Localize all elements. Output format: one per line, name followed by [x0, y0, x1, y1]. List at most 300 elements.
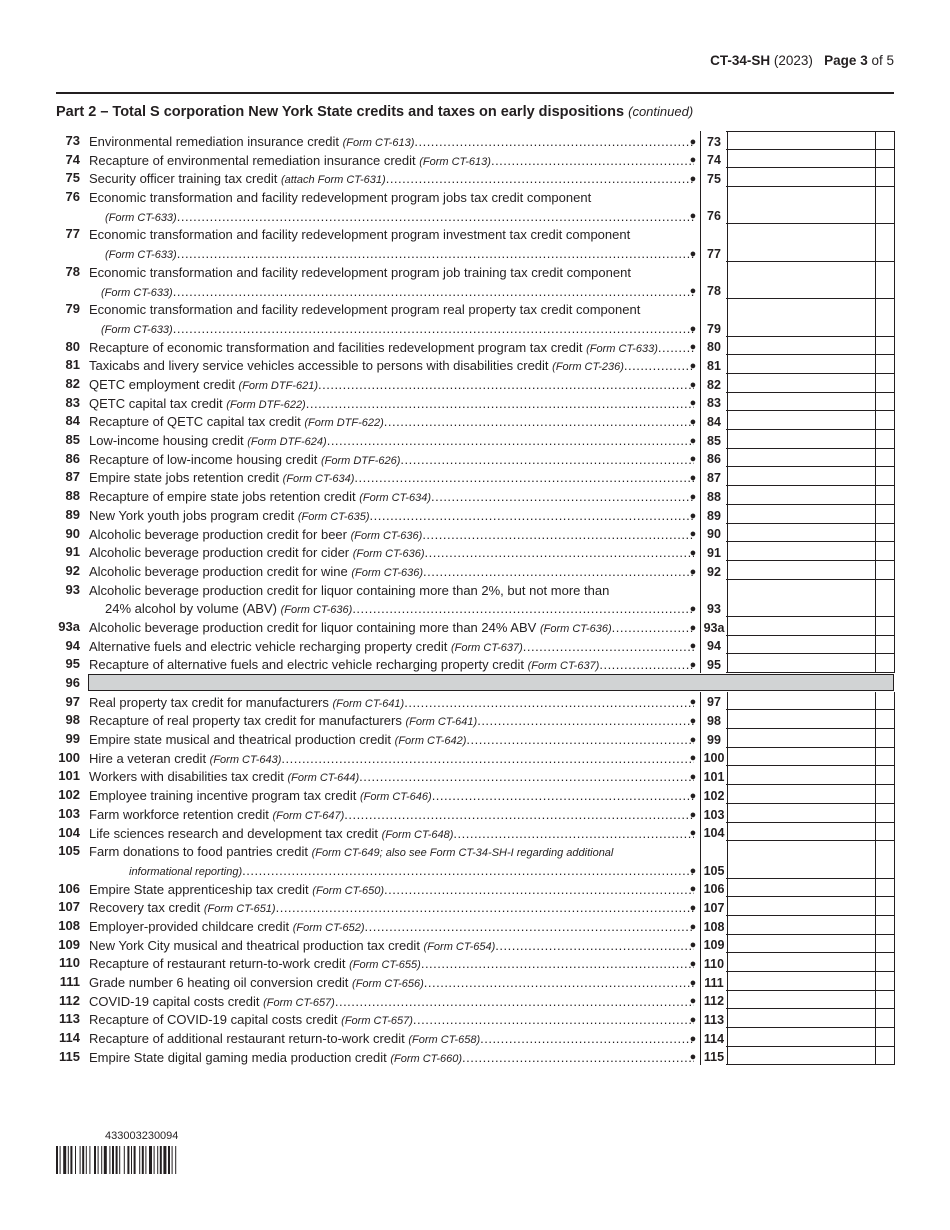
cents-field[interactable]: [875, 935, 895, 954]
amount-field[interactable]: [726, 187, 876, 224]
line-box-number: 115: [700, 1047, 728, 1066]
line-text: Real property tax credit for manufacturers: [89, 694, 333, 710]
line-box-number: 78: [700, 262, 728, 299]
amount-field[interactable]: [726, 935, 876, 954]
line-row: [0, 935, 950, 954]
cents-field[interactable]: [875, 542, 895, 561]
form-reference: (Form CT-637): [527, 660, 600, 673]
amount-field[interactable]: [726, 524, 876, 543]
line-text: Life sciences research and development tax credit: [89, 825, 382, 841]
line-number: 106: [58, 880, 80, 896]
line-text: QETC employment credit: [89, 377, 239, 392]
line-box-number: 73: [700, 131, 728, 150]
line-text: New York youth jobs program credit: [89, 507, 298, 523]
form-reference: (Form DTF-622): [304, 417, 384, 430]
bullet-icon: ●: [689, 640, 697, 653]
amount-field[interactable]: [726, 804, 876, 823]
amount-field[interactable]: [726, 542, 876, 561]
line-text: Economic transformation and facility redevelopment program investment tax credit component: [89, 227, 631, 243]
cents-field[interactable]: [875, 505, 895, 524]
line-box-number: 88: [700, 486, 728, 505]
cents-field[interactable]: [875, 1009, 895, 1028]
bullet-icon: ●: [689, 173, 697, 186]
bullet-icon: ●: [689, 135, 697, 148]
line-text: Alcoholic beverage production credit for wine: [89, 563, 352, 579]
line-row: [0, 766, 950, 785]
form-reference: (Form CT-651): [203, 903, 276, 916]
line-number: 95: [65, 656, 80, 672]
amount-field[interactable]: [726, 561, 876, 580]
line-row: [0, 617, 950, 636]
cents-field[interactable]: [875, 972, 895, 991]
bullet-icon: ●: [689, 602, 697, 615]
cents-field[interactable]: [875, 785, 895, 804]
bullet-icon: ●: [689, 827, 697, 840]
line-number: 105: [58, 843, 80, 859]
line-box-number: 114: [700, 1028, 728, 1047]
line-box-number: 79: [700, 299, 728, 336]
form-reference: (Form CT-641): [405, 716, 478, 729]
line-description: [89, 301, 694, 338]
amount-field[interactable]: [726, 879, 876, 898]
cents-field[interactable]: [875, 823, 895, 842]
cents-field[interactable]: [875, 1028, 895, 1047]
line-text: Alcoholic beverage production credit for cider: [89, 545, 353, 561]
amount-field[interactable]: [726, 1009, 876, 1028]
cents-field[interactable]: [875, 430, 895, 449]
line-number: 107: [58, 899, 80, 915]
page-label: Page 3: [824, 53, 868, 68]
line-number: 82: [65, 376, 80, 391]
bullet-icon: ●: [689, 901, 697, 914]
line-box-number: 76: [700, 187, 728, 224]
line-number: 94: [65, 637, 80, 653]
cents-field[interactable]: [875, 337, 895, 356]
bullet-icon: ●: [689, 715, 697, 728]
line-text: Recapture of low-income housing credit: [89, 451, 321, 467]
line-row: [0, 916, 950, 935]
line-row: [0, 355, 950, 374]
line-number: 102: [58, 787, 80, 803]
bullet-icon: ●: [689, 509, 697, 522]
amount-field[interactable]: [726, 355, 876, 374]
bullet-icon: ●: [689, 1014, 697, 1027]
amount-field[interactable]: [726, 1028, 876, 1047]
cents-field[interactable]: [875, 1047, 895, 1066]
line-text: Employer-provided childcare credit: [89, 918, 293, 934]
form-reference: (Form CT-641): [332, 697, 405, 710]
amount-field[interactable]: [726, 991, 876, 1010]
line-box-number: 90: [700, 524, 728, 543]
page-header: [710, 53, 894, 68]
line-text: Alcoholic beverage production credit for liquor containing more than 2%, but not more than: [89, 582, 610, 598]
amount-field[interactable]: [726, 580, 876, 617]
line-row: [0, 729, 950, 748]
line-row: [0, 972, 950, 991]
line-row: [0, 262, 950, 299]
cents-field[interactable]: [875, 897, 895, 916]
line-text: Recapture of empire state jobs retention credit: [89, 489, 360, 505]
form-reference: (Form CT-636): [352, 548, 425, 561]
bullet-icon: ●: [689, 976, 697, 989]
cents-field[interactable]: [875, 393, 895, 412]
bullet-icon: ●: [689, 285, 697, 298]
form-reference: (Form DTF-626): [320, 454, 401, 467]
cents-field[interactable]: [875, 991, 895, 1010]
line-row: [0, 374, 950, 393]
amount-field[interactable]: [726, 486, 876, 505]
bullet-icon: ●: [689, 378, 697, 391]
line-number: 109: [58, 936, 80, 952]
line-row: [0, 654, 950, 673]
amount-field[interactable]: [726, 505, 876, 524]
form-reference: (Form CT-633): [586, 342, 658, 355]
cents-field[interactable]: [875, 561, 895, 580]
form-reference: (Form CT-643): [209, 753, 282, 766]
line-row: [0, 710, 950, 729]
form-reference: (attach Form CT-631): [280, 174, 386, 187]
amount-field[interactable]: [726, 654, 876, 673]
line-description: [89, 226, 694, 263]
form-reference: (Form CT-658): [408, 1034, 481, 1047]
amount-field[interactable]: [726, 766, 876, 785]
line-text: Recapture of QETC capital tax credit: [89, 414, 305, 430]
line-box-number: 106: [700, 879, 728, 898]
line-row: [0, 131, 950, 150]
cents-field[interactable]: [875, 766, 895, 785]
line-number: 73: [65, 133, 80, 148]
line-row: [0, 1028, 950, 1047]
line-box-number: 112: [700, 991, 728, 1010]
form-reference: (Form DTF-624): [247, 436, 327, 449]
cents-field[interactable]: [875, 262, 895, 299]
bullet-icon: ●: [689, 247, 697, 260]
amount-field[interactable]: [726, 729, 876, 748]
line-description: [89, 264, 694, 301]
amount-field[interactable]: [726, 262, 876, 299]
line-row: [0, 636, 950, 655]
line-row: [0, 505, 950, 524]
cents-field[interactable]: [875, 411, 895, 430]
cents-field[interactable]: [875, 524, 895, 543]
bullet-icon: ●: [689, 472, 697, 485]
amount-field[interactable]: [726, 131, 876, 150]
line-number: 115: [59, 1048, 80, 1064]
form-year: (2023): [773, 53, 813, 68]
form-reference: (Form CT-650): [312, 884, 384, 897]
line-text: Recapture of additional restaurant return-to-work credit: [89, 1031, 409, 1047]
amount-field[interactable]: [726, 748, 876, 767]
line-row: [0, 411, 950, 430]
form-reference: (Form CT-636): [350, 529, 423, 542]
line-number: 77: [65, 226, 80, 242]
line-box-number: 82: [700, 374, 728, 393]
cents-field[interactable]: [875, 467, 895, 486]
cents-field[interactable]: [875, 449, 895, 468]
line-number: 86: [65, 450, 80, 466]
line-number: 97: [65, 693, 80, 709]
bullet-icon: ●: [689, 528, 697, 541]
amount-field[interactable]: [726, 374, 876, 393]
line-text: Empire State digital gaming media production credit: [89, 1049, 391, 1065]
amount-field[interactable]: [726, 168, 876, 187]
line-text: Low-income housing credit: [89, 433, 248, 449]
line-number: 103: [58, 805, 80, 821]
form-reference: (Form CT-613): [342, 137, 415, 149]
form-reference: (Form CT-636): [351, 566, 424, 579]
line-row: [0, 804, 950, 823]
page-of: of 5: [871, 53, 894, 68]
form-reference: (Form CT-654): [423, 940, 496, 953]
form-reference: (Form DTF-621): [238, 380, 318, 392]
cents-field[interactable]: [875, 953, 895, 972]
cents-field[interactable]: [875, 617, 895, 636]
cents-field[interactable]: [875, 355, 895, 374]
bullet-icon: ●: [689, 883, 697, 896]
form-reference: (Form CT-637): [451, 641, 523, 654]
cents-field[interactable]: [875, 692, 895, 711]
bullet-icon: ●: [689, 154, 697, 167]
line-text: Economic transformation and facility redevelopment program real property tax credit component: [89, 302, 641, 318]
part-title: [56, 104, 693, 120]
line-box-number: 94: [700, 636, 728, 655]
bullet-icon: ●: [689, 808, 697, 821]
bullet-icon: ●: [689, 397, 697, 410]
amount-field[interactable]: [726, 916, 876, 935]
line-row: [0, 150, 950, 169]
line-row: [0, 1047, 950, 1066]
amount-field[interactable]: [726, 411, 876, 430]
barcode-number: 433003230094: [105, 1130, 179, 1142]
line-text: Economic transformation and facility redevelopment program job training tax credit component: [89, 264, 631, 280]
amount-field[interactable]: [726, 393, 876, 412]
line-box-number: 110: [700, 953, 728, 972]
line-description: [89, 843, 694, 880]
line-row: [0, 991, 950, 1010]
part-title-continued: (continued): [628, 104, 694, 119]
line-text: Alcoholic beverage production credit for liquor containing more than 24% ABV: [89, 619, 540, 635]
bullet-icon: ●: [689, 453, 697, 466]
form-id: CT-34-SH: [710, 53, 771, 68]
amount-field[interactable]: [726, 841, 876, 878]
cents-field[interactable]: [875, 486, 895, 505]
line-row: [0, 486, 950, 505]
line-row: [0, 580, 950, 617]
form-reference: (Form CT-648): [381, 828, 454, 841]
line-row: [0, 841, 950, 878]
form-reference: (Form CT-657): [263, 996, 335, 1009]
form-reference: (Form CT-655): [349, 959, 421, 972]
line-number: 93a: [58, 618, 80, 634]
amount-field[interactable]: [726, 1047, 876, 1066]
cents-field[interactable]: [875, 150, 895, 169]
line-number: 92: [65, 562, 80, 578]
cents-field[interactable]: [875, 654, 895, 673]
line-box-number: 92: [700, 561, 728, 580]
amount-field[interactable]: [726, 449, 876, 468]
amount-field[interactable]: [726, 636, 876, 655]
cents-field[interactable]: [875, 804, 895, 823]
line-box-number: 85: [700, 430, 728, 449]
line-text: Recovery tax credit: [89, 900, 204, 916]
line-text-continued: (Form CT-633): [105, 249, 177, 262]
bullet-icon: ●: [689, 416, 697, 429]
line-row: [0, 393, 950, 412]
cents-field[interactable]: [875, 580, 895, 617]
line-box-number: 109: [700, 935, 728, 954]
form-reference: (Form CT-652): [292, 921, 365, 934]
line-number: 93: [65, 581, 80, 597]
line-box-number: 111: [700, 972, 728, 991]
line-number: 91: [65, 544, 80, 560]
line-box-number: 99: [700, 729, 728, 748]
form-reference: (Form CT-656): [352, 978, 424, 991]
cents-field[interactable]: [875, 224, 895, 261]
line-number: 100: [58, 749, 80, 765]
line-number: 101: [58, 768, 80, 784]
cents-field[interactable]: [875, 748, 895, 767]
line-row: [0, 823, 950, 842]
line-number: 108: [58, 917, 80, 933]
line-number: 75: [65, 170, 80, 186]
line-text-continued: informational reporting): [129, 865, 243, 878]
cents-field[interactable]: [875, 729, 895, 748]
bullet-icon: ●: [689, 434, 697, 447]
amount-field[interactable]: [726, 897, 876, 916]
shaded-unused-line: [88, 674, 894, 691]
line-number: 74: [65, 151, 80, 167]
line-box-number: 77: [700, 224, 728, 261]
line-text: Security officer training tax credit: [89, 171, 281, 187]
line-text: Economic transformation and facility redevelopment program jobs tax credit component: [89, 190, 592, 206]
line-text: Recapture of COVID-19 capital costs credit: [89, 1012, 342, 1028]
bullet-icon: ●: [689, 1051, 697, 1064]
bullet-icon: ●: [689, 659, 697, 672]
line-number: 112: [59, 992, 80, 1008]
line-number: 99: [65, 731, 80, 747]
amount-field[interactable]: [726, 785, 876, 804]
line-number: 111: [59, 974, 80, 990]
form-reference: (Form CT-613): [419, 155, 491, 168]
line-box-number: 102: [700, 785, 728, 804]
cents-field[interactable]: [875, 374, 895, 393]
line-row: [0, 430, 950, 449]
cents-field[interactable]: [875, 187, 895, 224]
line-box-number: 89: [700, 505, 728, 524]
line-text: Grade number 6 heating oil conversion credit: [89, 975, 353, 991]
amount-field[interactable]: [726, 430, 876, 449]
line-box-number: 91: [700, 542, 728, 561]
amount-field[interactable]: [726, 467, 876, 486]
line-box-number: 81: [700, 355, 728, 374]
line-box-number: 104: [700, 823, 728, 842]
line-text: Recapture of restaurant return-to-work credit: [89, 956, 350, 972]
line-box-number: 100: [700, 748, 728, 767]
amount-field[interactable]: [726, 972, 876, 991]
line-text: Farm workforce retention credit: [89, 806, 273, 822]
part-title-text: Part 2 – Total S corporation New York State credits and taxes on early dispositions: [56, 104, 625, 120]
amount-field[interactable]: [726, 823, 876, 842]
line-box-number: 93a: [700, 617, 728, 636]
amount-field[interactable]: [726, 224, 876, 261]
bullet-icon: ●: [689, 341, 697, 354]
line-description: [89, 189, 694, 226]
line-row: [0, 785, 950, 804]
line-box-number: 84: [700, 411, 728, 430]
line-number: 84: [65, 413, 80, 429]
line-text-continued: (Form CT-633): [101, 323, 173, 336]
form-reference: (Form CT-657): [341, 1015, 413, 1028]
cents-field[interactable]: [875, 168, 895, 187]
form-reference: (Form CT-660): [390, 1052, 463, 1065]
line-number: 89: [65, 506, 80, 522]
line-row: [0, 187, 950, 224]
line-description: [89, 582, 694, 619]
bullet-icon: ●: [689, 322, 697, 335]
line-row: [0, 748, 950, 767]
cents-field[interactable]: [875, 710, 895, 729]
bullet-icon: ●: [689, 696, 697, 709]
cents-field[interactable]: [875, 131, 895, 150]
barcode-icon: [56, 1146, 240, 1174]
line-text: Recapture of real property tax credit for manufacturers: [89, 713, 406, 729]
bullet-icon: ●: [689, 210, 697, 223]
line-number: 88: [65, 488, 80, 504]
cents-field[interactable]: [875, 916, 895, 935]
line-number: 87: [65, 469, 80, 485]
cents-field[interactable]: [875, 299, 895, 336]
bullet-icon: ●: [689, 565, 697, 578]
line-row: [0, 449, 950, 468]
amount-field[interactable]: [726, 692, 876, 711]
bullet-icon: ●: [689, 621, 697, 634]
form-reference: (Form CT-635): [297, 510, 370, 523]
line-text: Workers with disabilities tax credit: [89, 769, 288, 785]
line-number: 113: [59, 1011, 80, 1027]
bullet-icon: ●: [689, 733, 697, 746]
line-number: 104: [58, 824, 80, 840]
line-text: Alcoholic beverage production credit for beer: [89, 526, 351, 542]
amount-field[interactable]: [726, 337, 876, 356]
amount-field[interactable]: [726, 617, 876, 636]
cents-field[interactable]: [875, 879, 895, 898]
line-text: COVID-19 capital costs credit: [89, 993, 264, 1009]
bullet-icon: ●: [689, 864, 697, 877]
bullet-icon: ●: [689, 939, 697, 952]
line-text: Empire State apprenticeship tax credit: [89, 881, 313, 897]
amount-field[interactable]: [726, 953, 876, 972]
bullet-icon: ●: [689, 789, 697, 802]
line-row: [0, 561, 950, 580]
line-row: [0, 337, 950, 356]
line-number: 110: [59, 955, 80, 971]
bullet-icon: ●: [689, 920, 697, 933]
line-number: 96: [65, 675, 80, 691]
line-box-number: 95: [700, 654, 728, 673]
amount-field[interactable]: [726, 299, 876, 336]
amount-field[interactable]: [726, 710, 876, 729]
cents-field[interactable]: [875, 841, 895, 878]
amount-field[interactable]: [726, 150, 876, 169]
cents-field[interactable]: [875, 636, 895, 655]
line-number: 114: [59, 1030, 80, 1046]
line-row: [0, 168, 950, 187]
form-reference: (Form DTF-622): [226, 398, 306, 411]
line-text: QETC capital tax credit: [89, 395, 227, 411]
line-text: Taxicabs and livery service vehicles accessible to persons with disabilities credit: [89, 358, 553, 374]
line-box-number: 107: [700, 897, 728, 916]
line-text: Farm donations to food pantries credit: [89, 844, 312, 860]
